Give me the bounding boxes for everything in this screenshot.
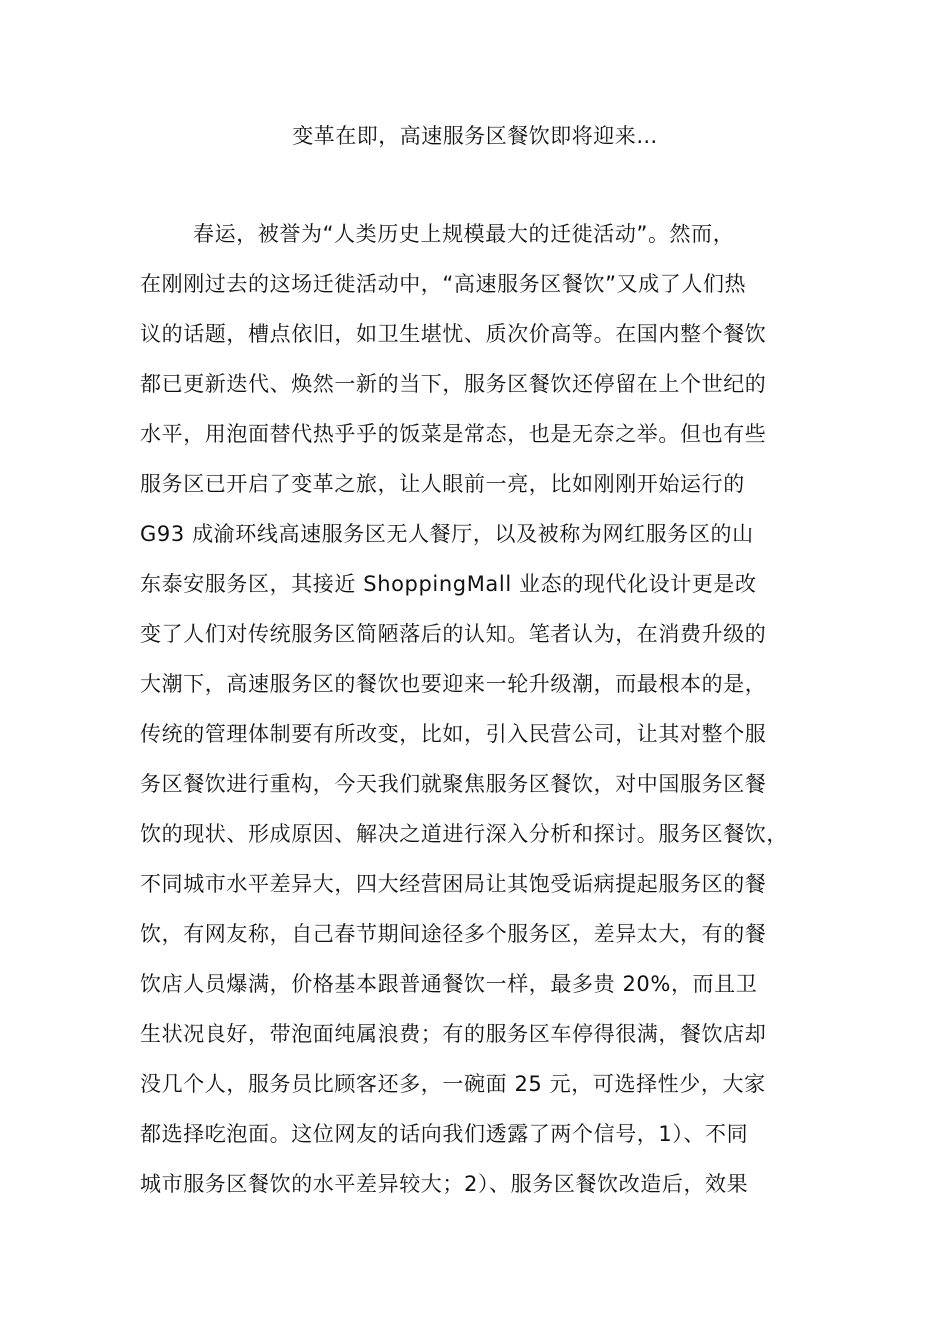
text-line: 水平，用泡面替代热乎乎的饭菜是常态，也是无奈之举。但也有些 bbox=[140, 422, 767, 446]
text-line: 变了人们对传统服务区简陋落后的认知。笔者认为，在消费升级的 bbox=[140, 622, 767, 646]
text-line: 不同城市水平差异大，四大经营困局让其饱受诟病提起服务区的餐 bbox=[140, 872, 767, 896]
text-line: 务区餐饮进行重构，今天我们就聚焦服务区餐饮，对中国服务区餐 bbox=[140, 772, 767, 796]
text-line: 饮，有网友称，自己春节期间途径多个服务区，差异太大，有的餐 bbox=[140, 922, 767, 946]
text-line: 传统的管理体制要有所改变，比如，引入民营公司，让其对整个服 bbox=[140, 722, 767, 746]
text-line: 服务区已开启了变革之旅，让人眼前一亮，比如刚刚开始运行的 bbox=[140, 472, 745, 496]
text-line: 饮的现状、形成原因、解决之道进行深入分析和探讨。服务区餐饮， bbox=[140, 822, 788, 846]
text-line: 都选择吃泡面。这位网友的话向我们透露了两个信号，1）、不同 bbox=[140, 1122, 749, 1146]
text-line: G93 成渝环线高速服务区无人餐厅，以及被称为网红服务区的山 bbox=[140, 522, 754, 546]
text-line: 在刚刚过去的这场迁徙活动中，“高速服务区餐饮”又成了人们热 bbox=[140, 272, 747, 296]
text-line: 春运，被誉为“人类历史上规模最大的迁徙活动”。然而， bbox=[193, 222, 735, 246]
text-line: 饮店人员爆满，价格基本跟普通餐饮一样，最多贵 20%，而且卫 bbox=[140, 972, 758, 996]
text-line: 生状况良好，带泡面纯属浪费；有的服务区车停得很满，餐饮店却 bbox=[140, 1022, 767, 1046]
text-line: 城市服务区餐饮的水平差异较大；2）、服务区餐饮改造后，效果 bbox=[140, 1172, 749, 1196]
text-line: 都已更新迭代、焕然一新的当下，服务区餐饮还停留在上个世纪的 bbox=[140, 372, 767, 396]
text-line: 大潮下，高速服务区的餐饮也要迎来一轮升级潮，而最根本的是， bbox=[140, 672, 767, 696]
text-line: 没几个人，服务员比顾客还多，一碗面 25 元，可选择性少，大家 bbox=[140, 1072, 766, 1096]
text-line: 东泰安服务区，其接近 ShoppingMall 业态的现代化设计更是改 bbox=[140, 572, 757, 596]
text-line: 议的话题，槽点依旧，如卫生堪忧、质次价高等。在国内整个餐饮 bbox=[140, 322, 767, 346]
document-title: 变革在即，高速服务区餐饮即将迎来… bbox=[292, 124, 658, 148]
document-body bbox=[140, 218, 830, 1218]
